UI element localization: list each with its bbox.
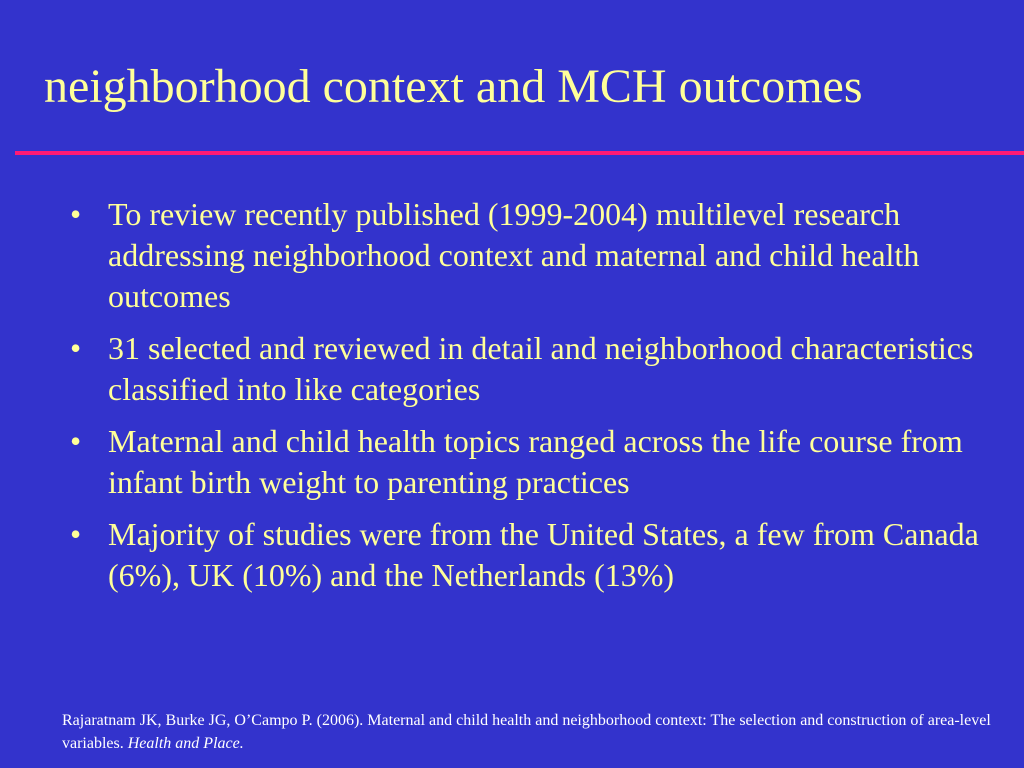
citation-journal: Health and Place. [127, 735, 244, 752]
bullet-item [70, 328, 990, 410]
slide-title: neighborhood context and MCH outcomes [44, 60, 863, 113]
bullet-marker: • [70, 516, 82, 552]
bullet-marker: • [70, 330, 82, 366]
bullet-text: To review recently published (1999-2004) multilevel research addressing neighborhood context and maternal and child health outcomes [108, 196, 920, 314]
bullet-item [70, 514, 990, 596]
title-divider [15, 151, 1024, 155]
citation [62, 709, 1002, 755]
bullet-text: Maternal and child health topics ranged across the life course from infant birth weight to parenting practices [108, 423, 963, 500]
bullet-text: Majority of studies were from the United States, a few from Canada (6%), UK (10%) and the Netherlands (13%) [108, 516, 979, 593]
bullet-item [70, 421, 990, 503]
citation-text: Rajaratnam JK, Burke JG, O’Campo P. (2006). Maternal and child health and neighborhood context: The selection and construction of area-level variables. [62, 712, 991, 752]
bullet-marker: • [70, 423, 82, 459]
bullet-item [70, 194, 990, 317]
bullet-text: 31 selected and reviewed in detail and neighborhood characteristics classified into like categories [108, 330, 974, 407]
bullet-list [70, 194, 990, 607]
bullet-marker: • [70, 196, 82, 232]
